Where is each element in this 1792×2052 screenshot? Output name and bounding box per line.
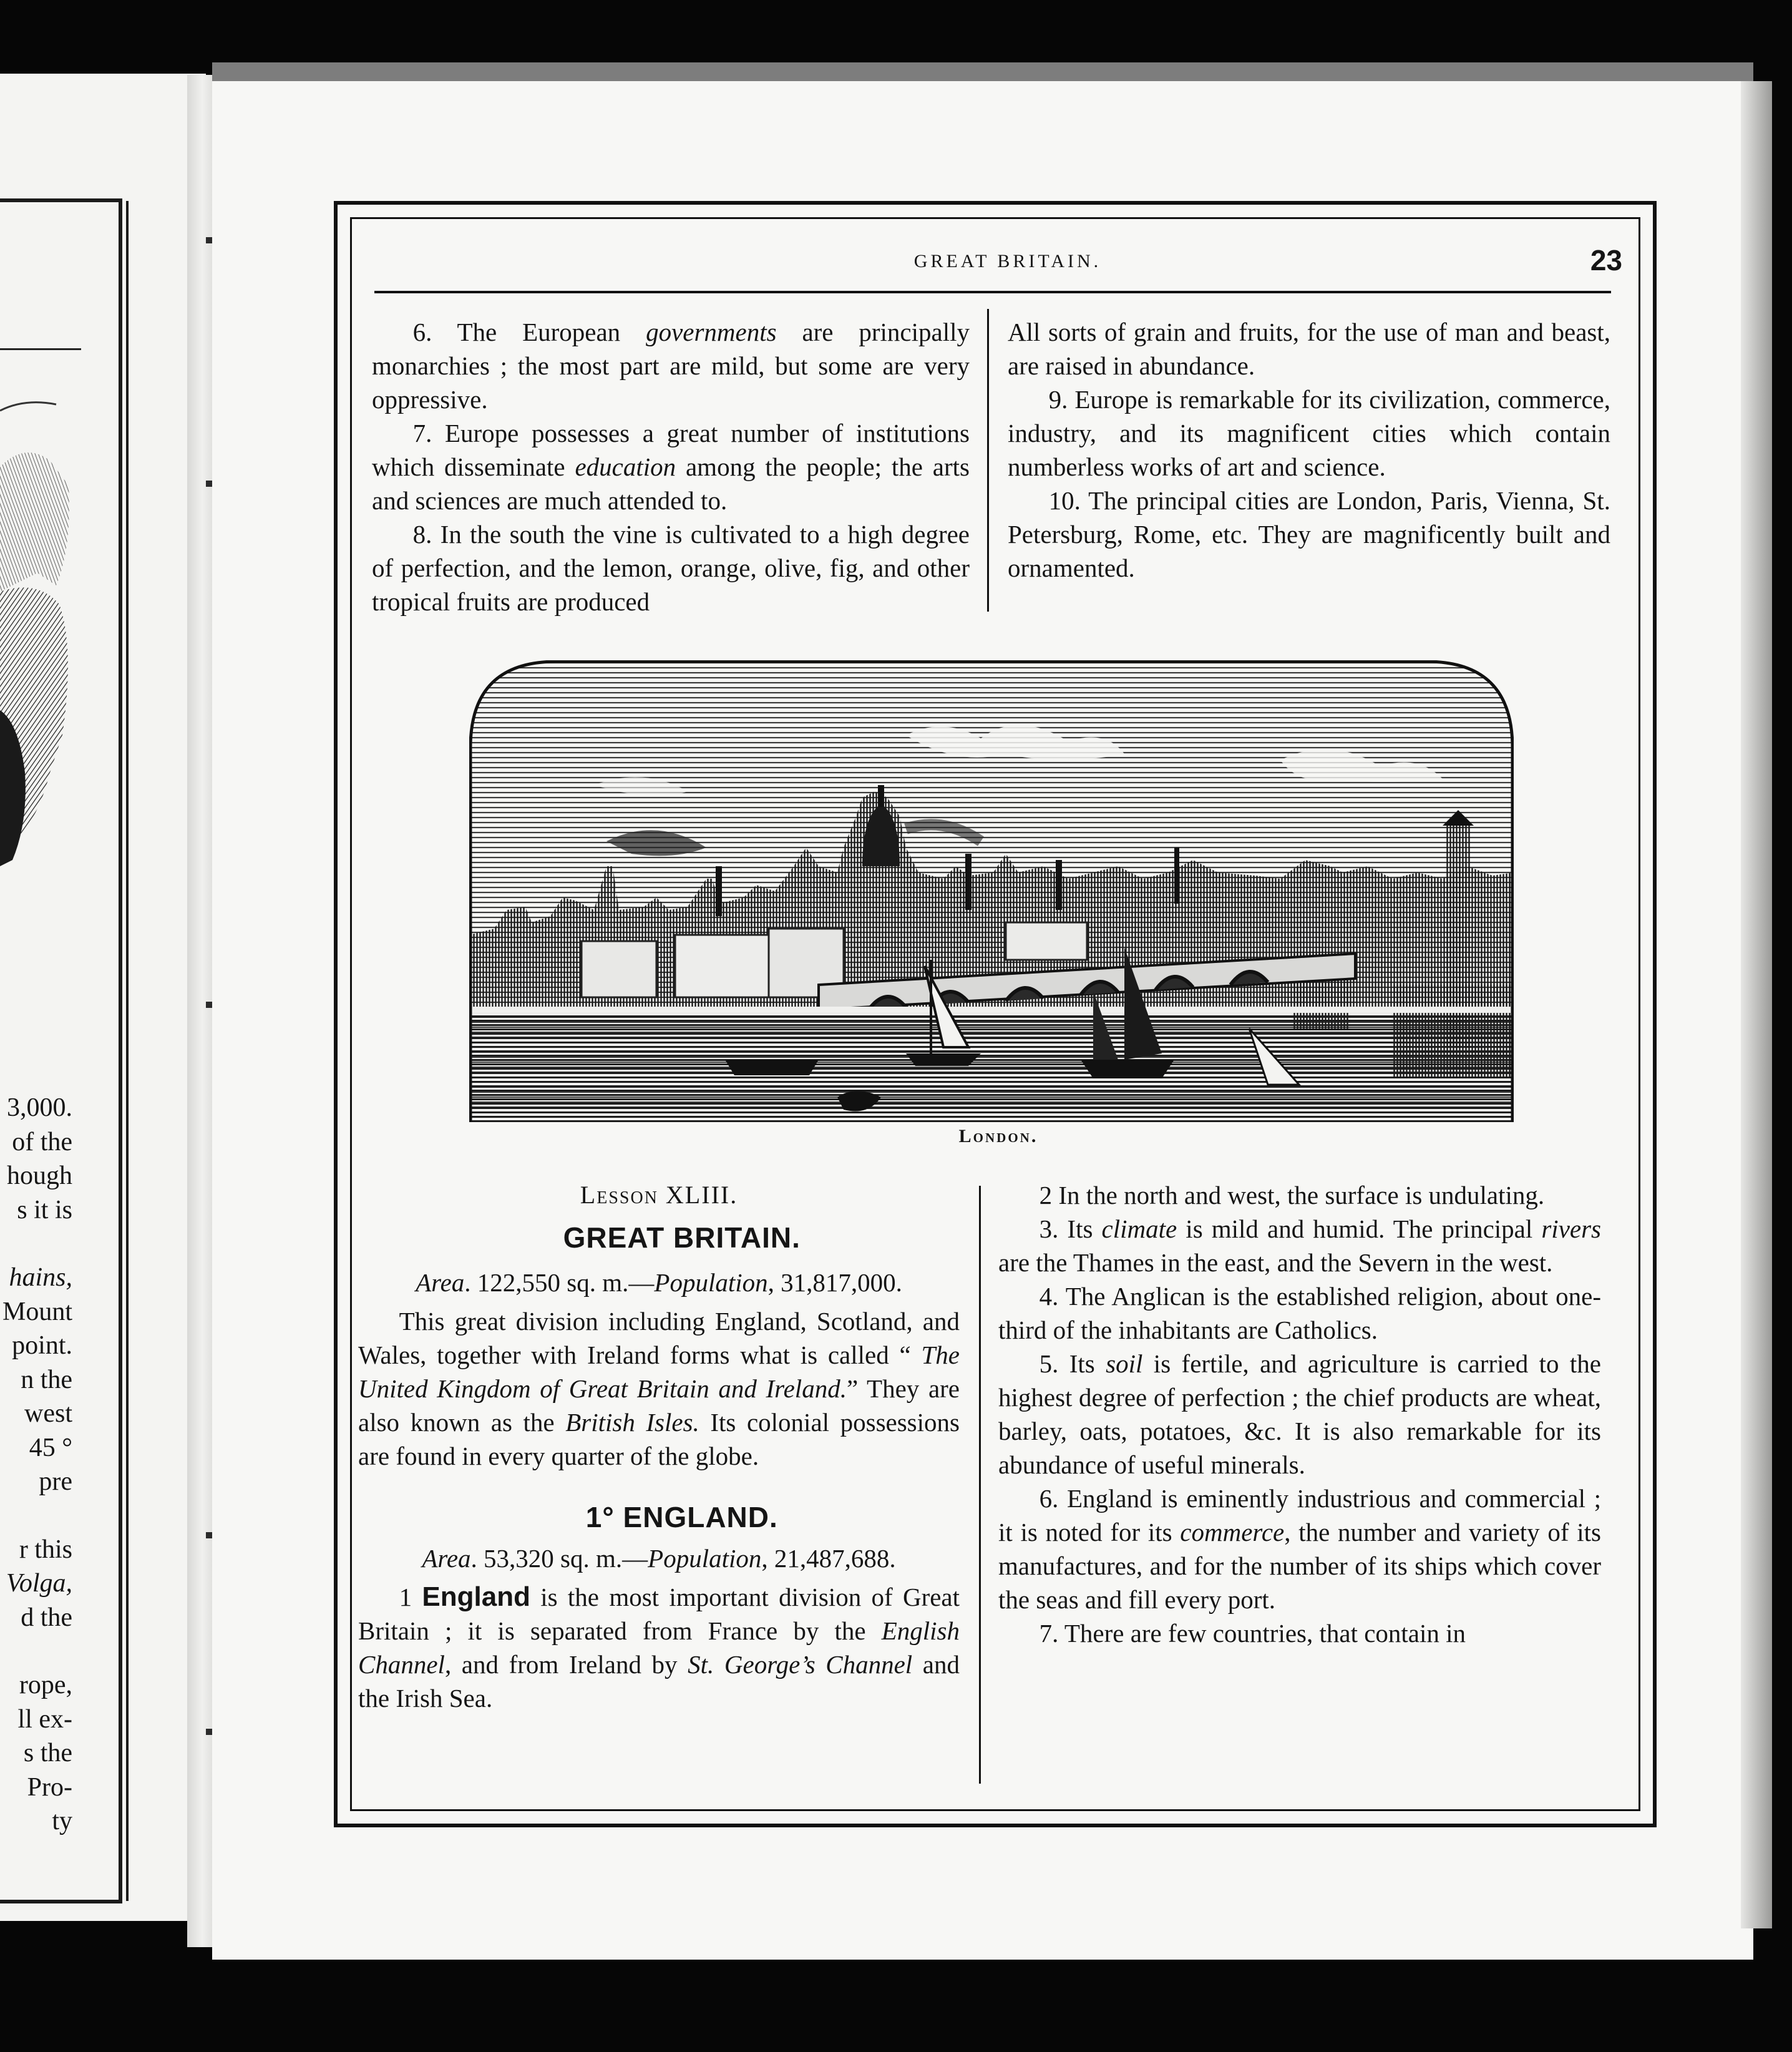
paragraph: 4. The Anglican is the established religion, about one-third of the inhabitants are Catholics.	[998, 1282, 1601, 1344]
top-left-column	[372, 315, 970, 618]
bottom-left-column	[358, 1178, 960, 1715]
paragraph: 10. The principal cities are London, Paris, Vienna, St. Petersburg, Rome, etc. They are magnificently built and ornamented.	[1008, 486, 1610, 582]
left-page-line: pre	[39, 1467, 72, 1496]
left-page-line: s it is	[17, 1195, 72, 1224]
column-divider	[979, 1186, 981, 1784]
left-page-line: point.	[12, 1331, 72, 1360]
left-page-line: Pro-	[27, 1772, 72, 1802]
left-facing-page	[0, 74, 206, 1921]
left-page-line: west	[24, 1399, 72, 1428]
left-page-line: rope,	[19, 1671, 72, 1699]
paragraph: 3. Its climate is mild and humid. The principal rivers are the Thames in the east, and the Severn in the west.	[998, 1214, 1601, 1277]
left-page-line: d the	[21, 1603, 72, 1632]
left-page-line: ll ex-	[17, 1704, 72, 1734]
paragraph: 6. The European governments are principally monarchies ; the most part are mild, but some are very oppressive.	[372, 318, 970, 414]
left-page-line	[0, 1227, 72, 1261]
left-page-line: 3,000.	[7, 1093, 72, 1122]
left-page-line: s the	[23, 1739, 72, 1767]
left-page-line	[0, 1499, 72, 1533]
paragraph: 9. Europe is remarkable for its civilization, commerce, industry, and its magnificent cities which contain numberless works of art and science.	[1008, 385, 1610, 481]
left-page-text-fragments	[0, 1091, 72, 1839]
paragraph: 7. Europe possesses a great number of institutions which disseminate education among the people; the arts and sciences are much attended to.	[372, 419, 970, 515]
header-rule	[374, 291, 1611, 293]
lesson-label: Lesson XLIII.	[580, 1181, 738, 1209]
england-stats: Area. 53,320 sq. m.—Population, 21,487,688.	[422, 1544, 896, 1573]
bottom-right-column	[998, 1178, 1601, 1650]
page-edge-shadow	[1741, 81, 1772, 1928]
paragraph: All sorts of grain and fruits, for the use of man and beast, are raised in abundance.	[1008, 318, 1610, 380]
great-britain-stats: Area. 122,550 sq. m.—Population, 31,817,000.	[416, 1268, 902, 1297]
running-head: GREAT BRITAIN.	[913, 251, 1102, 271]
great-britain-intro: This great division including England, Scotland, and Wales, together with Ireland forms what is called “ The United Kingdom of Great Britain and Ireland.” They are also known as the British Isles. Its colonial possessions are found in every quarter of the globe.	[358, 1307, 960, 1470]
column-divider	[987, 309, 989, 612]
england-heading: 1° ENGLAND.	[585, 1501, 778, 1533]
animal-engraving-fragment	[0, 386, 75, 885]
left-page-line: Mount	[2, 1297, 72, 1326]
left-page-line: n the	[21, 1365, 72, 1394]
left-page-rule	[0, 348, 81, 350]
lesson-title: GREAT BRITAIN.	[563, 1221, 801, 1254]
paragraph: 7. There are few countries, that contain in	[1039, 1619, 1466, 1648]
england-paragraph-1: 1 England is the most important division of Great Britain ; it is separated from France by the English Channel, and from Ireland by St. George’s Channel and the Irish Sea.	[358, 1581, 960, 1712]
paragraph: 6. England is eminently industrious and commercial ; it is noted for its commerce, the number and variety of its manufactures, and for the number of its ships which cover the seas and fill every port.	[998, 1484, 1601, 1614]
london-engraving	[469, 660, 1514, 1122]
left-page-line: 45 °	[29, 1433, 72, 1462]
left-page-line: Volga,	[6, 1569, 72, 1598]
left-page-line	[0, 1634, 72, 1668]
top-right-column	[1008, 315, 1610, 585]
left-page-line: hains,	[9, 1263, 72, 1292]
paragraph: 5. Its soil is fertile, and agriculture is carried to the highest degree of perfection ; the chief products are wheat, barley, oats, potatoes, &c. It is also remarkable for its abundance of useful minerals.	[998, 1349, 1601, 1479]
paragraph: 2 In the north and west, the surface is undulating.	[1039, 1181, 1545, 1209]
paragraph: 8. In the south the vine is cultivated to a high degree of perfection, and the lemon, orange, olive, fig, and other tropical fruits are produced	[372, 520, 970, 616]
left-page-line: hough	[7, 1161, 72, 1190]
left-page-line: r this	[19, 1535, 72, 1564]
page-number: 23	[1590, 244, 1622, 276]
illustration-caption: London.	[958, 1126, 1038, 1146]
left-page-line: of the	[12, 1127, 72, 1156]
left-page-line: ty	[52, 1807, 72, 1835]
